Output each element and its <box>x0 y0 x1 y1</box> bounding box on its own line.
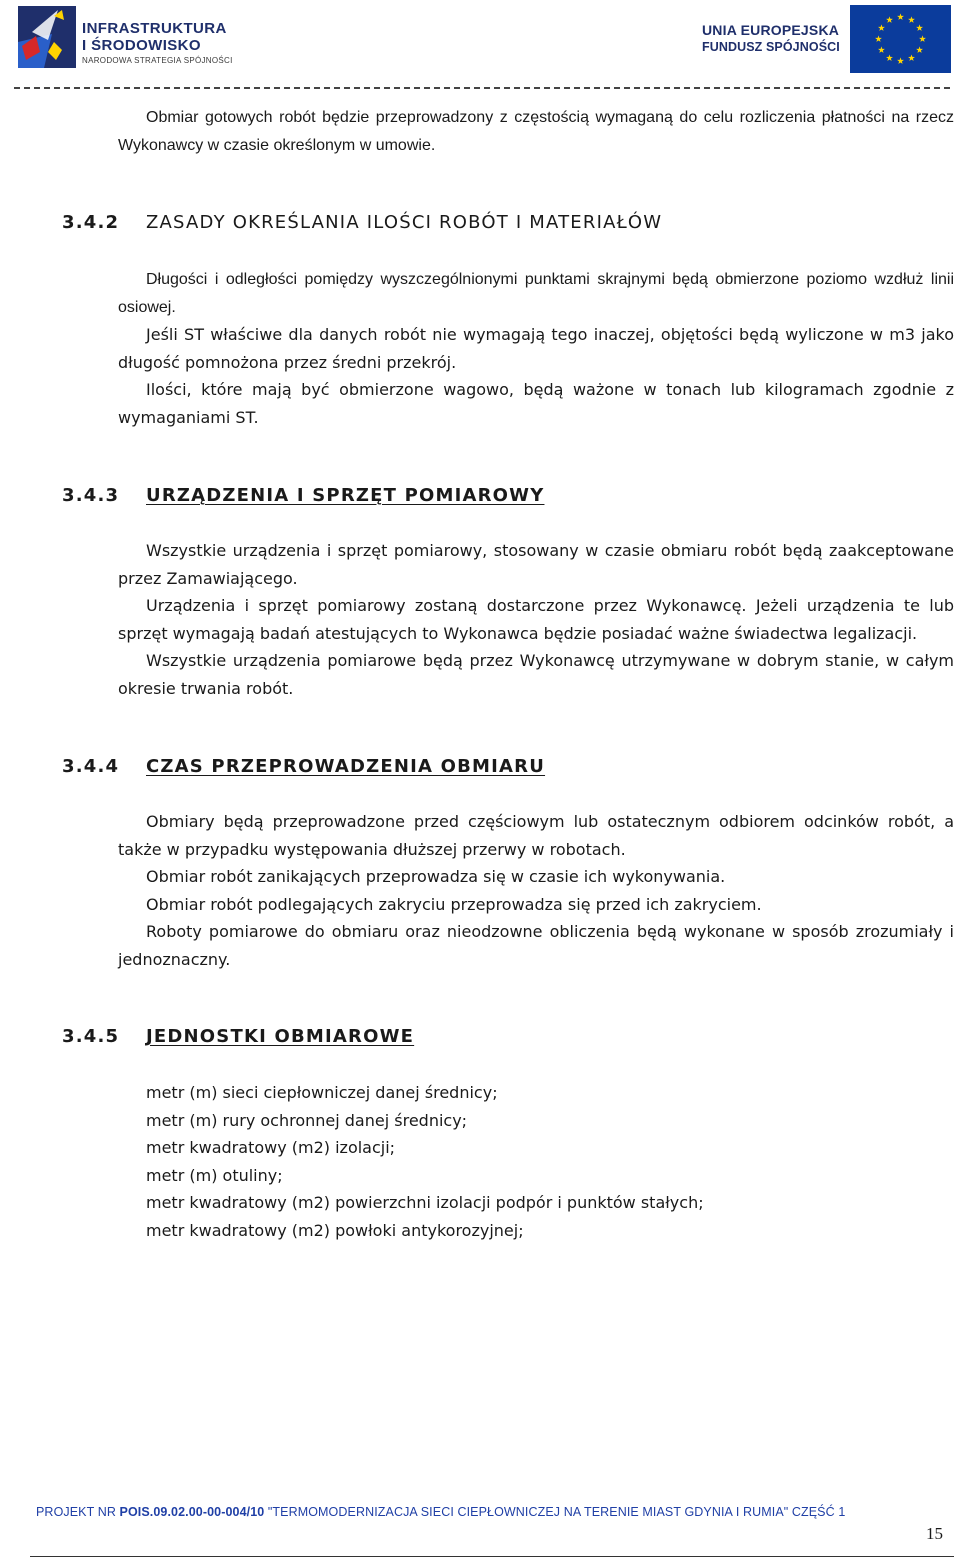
eu-star-icon <box>908 54 915 61</box>
paragraph: Obmiar robót zanikających przeprowadza się w czasie ich wykonywania. <box>146 867 726 886</box>
list-item: metr (m) rury ochronnej danej średnicy; <box>146 1110 468 1130</box>
eu-star-icon <box>878 46 885 53</box>
section-heading-3-4-3 <box>62 485 544 506</box>
section-title: ZASADY OKREŚLANIA ILOŚCI ROBÓT I MATERIAŁÓW <box>146 212 663 233</box>
infrastruktura-logo <box>18 6 258 70</box>
logo-left-line1: INFRASTRUKTURA <box>82 20 227 37</box>
section-title: CZAS PRZEPROWADZENIA OBMIARU <box>146 756 546 777</box>
section-heading-3-4-5 <box>62 1026 414 1047</box>
page-header <box>0 0 960 92</box>
section-title: URZĄDZENIA I SPRZĘT POMIAROWY <box>146 485 545 506</box>
list-item: metr (m) otuliny; <box>146 1165 283 1185</box>
eu-star-icon <box>916 46 923 53</box>
logo-left-line3: NARODOWA STRATEGIA SPÓJNOŚCI <box>82 56 233 65</box>
intro-paragraph-block <box>118 104 954 159</box>
section-heading-3-4-4 <box>62 756 545 777</box>
eu-star-icon <box>908 16 915 23</box>
units-list <box>146 1079 704 1245</box>
footer-prefix: PROJEKT NR <box>36 1505 120 1519</box>
paragraph: Roboty pomiarowe do obmiaru oraz nieodzowne obliczenia będą wykonane w sposób zrozumiały i jednoznaczny. <box>118 922 954 969</box>
section-title: JEDNOSTKI OBMIAROWE <box>146 1026 415 1047</box>
eu-fund-logo-text <box>702 22 840 54</box>
paragraph: Wszystkie urządzenia i sprzęt pomiarowy, stosowany w czasie obmiaru robót będą zaakceptowane przez Zamawiającego. <box>118 541 954 588</box>
paragraph: Ilości, które mają być obmierzone wagowo, będą ważone w tonach lub kilogramach zgodnie z wymaganiami ST. <box>118 380 954 427</box>
section-number: 3.4.5 <box>62 1026 120 1047</box>
section-number: 3.4.3 <box>62 485 120 506</box>
footer-project-title: "TERMOMODERNIZACJA SIECI CIEPŁOWNICZEJ NA TERENIE MIAST GDYNIA I RUMIA" CZĘŚĆ 1 <box>264 1505 846 1519</box>
intro-paragraph: Obmiar gotowych robót będzie przeprowadzony z częstością wymaganą do celu rozliczenia płatności na rzecz Wykonawcy w czasie określonym w umowie. <box>118 109 954 154</box>
section-3-4-2-body-cont <box>118 321 954 431</box>
section-3-4-2-body <box>118 266 954 321</box>
page-number: 15 <box>926 1524 943 1543</box>
section-3-4-4-body <box>118 808 954 973</box>
eu-star-icon <box>875 35 882 42</box>
section-number: 3.4.4 <box>62 756 120 777</box>
list-item: metr kwadratowy (m2) izolacji; <box>146 1138 396 1158</box>
list-item: metr kwadratowy (m2) powłoki antykorozyjnej; <box>146 1220 524 1240</box>
footer-project-number: POIS.09.02.00-00-004/10 <box>119 1505 265 1519</box>
eu-star-icon <box>897 57 904 64</box>
logo-left-line2: I ŚRODOWISKO <box>82 37 201 54</box>
eu-logo-line1: UNIA EUROPEJSKA <box>702 22 840 38</box>
eu-logo-line2: FUNDUSZ SPÓJNOŚCI <box>702 40 840 54</box>
section-heading-3-4-2 <box>62 212 662 233</box>
paragraph: Wszystkie urządzenia pomiarowe będą przez Wykonawcę utrzymywane w dobrym stanie, w całym okresie trwania robót. <box>118 651 954 698</box>
eu-star-icon <box>878 24 885 31</box>
eu-star-icon <box>886 16 893 23</box>
eu-star-icon <box>916 24 923 31</box>
section-number: 3.4.2 <box>62 212 120 233</box>
eu-star-icon <box>897 13 904 20</box>
eu-star-icon <box>886 54 893 61</box>
paragraph: Urządzenia i sprzęt pomiarowy zostaną dostarczone przez Wykonawcę. Jeżeli urządzenia te lub sprzęt wymagają badań atestujących to Wykonawca będzie posiadać ważne świadectwa legalizacji. <box>118 596 954 643</box>
section-3-4-3-body <box>118 537 954 702</box>
paragraph: Długości i odległości pomiędzy wyszczególnionymi punktami skrajnymi będą obmierzone poziomo wzdłuż linii osiowej. <box>118 271 954 316</box>
eu-star-icon <box>919 35 926 42</box>
paragraph: Jeśli ST właściwe dla danych robót nie wymagają tego inaczej, objętości będą wyliczone w m3 jako długość pomnożona przez średni przekrój. <box>118 325 954 372</box>
list-item: metr kwadratowy (m2) powierzchni izolacji podpór i punktów stałych; <box>146 1193 704 1213</box>
paragraph: Obmiary będą przeprowadzone przed częściowym lub ostatecznym odbiorem odcinków robót, a także w przypadku występowania dłuższej przerwy w robotach. <box>118 812 954 859</box>
paragraph: Obmiar robót podlegających zakryciu przeprowadza się przed ich zakryciem. <box>146 894 762 914</box>
header-divider <box>14 87 950 89</box>
infrastruktura-emblem-icon <box>18 6 78 70</box>
list-item: metr (m) sieci ciepłowniczej danej średnicy; <box>146 1083 498 1102</box>
page-footer <box>36 1505 845 1519</box>
eu-flag-icon <box>850 5 951 73</box>
